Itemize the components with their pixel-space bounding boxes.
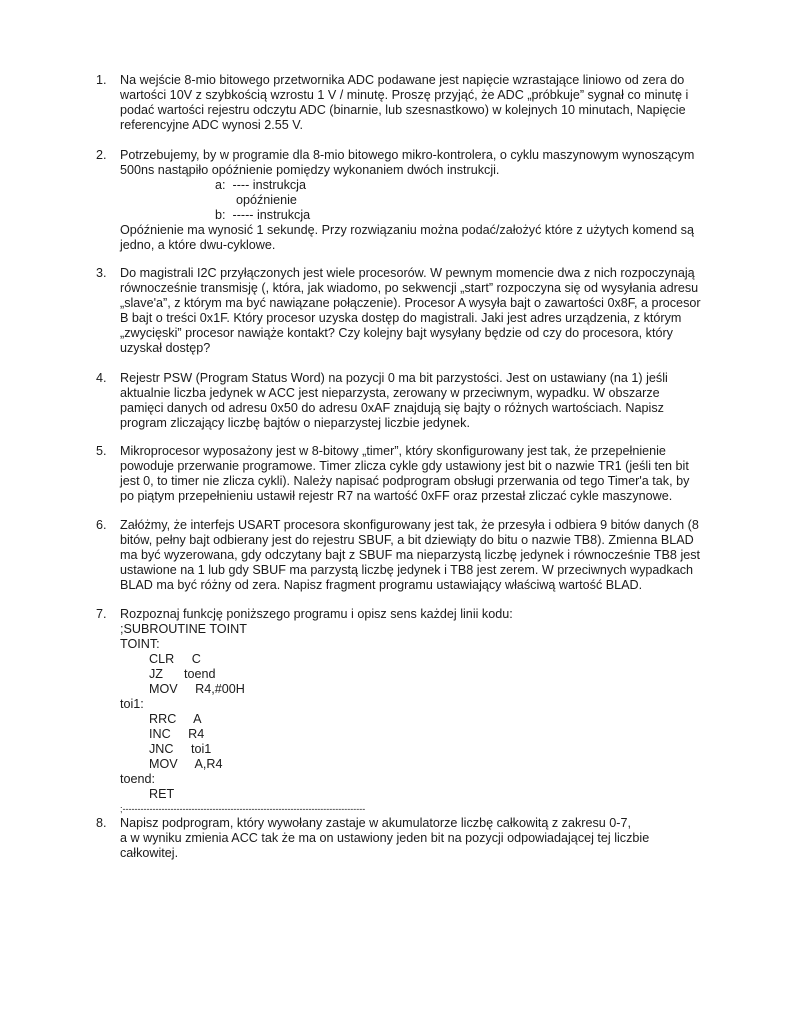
text-line: po piątym przepełnieniu ustawił rejestr R7 na wartość 0xFF oraz przestał zliczać cykle maszynowe.: [120, 489, 673, 503]
text-line: Rejestr PSW (Program Status Word) na pozycji 0 ma bit parzystości. Jest on ustawiany (na 1) jeśli: [120, 371, 668, 385]
text-line: równocześnie transmisję (, która, jak wiadomo, po sekwencji „start” rozpoczyna się od wysyłania adresu: [120, 281, 699, 295]
question-text: [120, 371, 720, 431]
code-line: JZ toend: [149, 667, 216, 681]
text-line: Do magistrali I2C przyłączonych jest wiele procesorów. W pewnym momencie dwa z nich rozpoczynają: [120, 266, 695, 280]
text-line: Napisz podprogram, który wywołany zastaje w akumulatorze liczbę całkowitą z zakresu 0-7,: [120, 816, 631, 830]
code-line: MOV A,R4: [149, 757, 223, 771]
text-line: podać wartości rejestru odczytu ADC (binarnie, lub szesnastkowo) w kolejnych 10 minutach, Napięcie: [120, 103, 686, 117]
code-label: toend:: [120, 772, 156, 786]
code-line: RET: [149, 787, 175, 801]
text-line: B bajt o treści 0x1F. Który procesor uzyska dostęp do magistrali. Jaki jest adres urządzenia, z którym: [120, 311, 682, 325]
code-line: opóźnienie: [215, 193, 297, 207]
text-line: ustawione na 1 lub gdy SBUF ma parzystą liczbę jedynek i TB8 jest zerem. W przeciwnych wypadkach: [120, 563, 694, 577]
text-line: całkowitej.: [120, 846, 179, 860]
text-line: bitów, pełny bajt odbierany jest do rejestru SBUF, a bit dziewiąty do bitu o nazwie TB8). Zmienna BLAD: [120, 533, 694, 547]
text-line: powoduje przerwanie programowe. Timer zlicza cykle gdy ustawiony jest bit o nazwie TR1 (jeśli ten bit: [120, 459, 689, 473]
text-line: „zwycięski” procesor nawiąże kontakt? Czy kolejny bajt wysyłany będzie od czy do procesora, który: [120, 326, 673, 340]
text-line: Opóźnienie ma wynosić 1 sekundę. Przy rozwiązaniu można podać/założyć które z użytych komend są: [120, 223, 694, 237]
code-line: RRC A: [149, 712, 202, 726]
question-number: 8.: [96, 816, 107, 830]
question-text: [120, 518, 720, 593]
question-number: 4.: [96, 371, 107, 385]
text-line: jedno, a które dwu-cyklowe.: [120, 238, 276, 252]
separator-line: ;---------------------------------------------------------------------------------: [120, 804, 366, 814]
code-line: JNC toi1: [149, 742, 212, 756]
question-number: 3.: [96, 266, 107, 280]
question-number: 5.: [96, 444, 107, 458]
question-text: [120, 607, 720, 817]
text-line: program zliczający liczbę bajtów o nieparzystej liczbie jedynek.: [120, 416, 470, 430]
text-line: wartości 10V z szybkością wzrostu 1 V / minutę. Proszę przyjąć, że ADC „próbkuje” sygnał co minutę i: [120, 88, 689, 102]
text-line: 500ns nastąpiło opóźnienie pomiędzy wykonaniem dwóch instrukcji.: [120, 163, 500, 177]
text-line: BLAD ma być różny od zera. Napisz fragment programu ustawiający właściwą wartość BLAD.: [120, 578, 643, 592]
question-text: [120, 816, 720, 861]
question-number: 2.: [96, 148, 107, 162]
text-line: referencyjne ADC wynosi 2.55 V.: [120, 118, 303, 132]
text-line: Potrzebujemy, by w programie dla 8-mio bitowego mikro-kontrolera, o cyklu maszynowym wynoszącym: [120, 148, 695, 162]
question-text: [120, 73, 720, 133]
text-line: jest 0, to timer nie zlicza cykli). Należy napisać podprogram obsługi przerwania od tego Timer'a tak, by: [120, 474, 690, 488]
text-line: Rozpoznaj funkcję poniższego programu i opisz sens każdej linii kodu:: [120, 607, 513, 621]
text-line: ma być wyzerowana, gdy odczytany bajt z SBUF ma nieparzystą liczbę jedynek i równocześnie TB8 jest: [120, 548, 701, 562]
code-line: INC R4: [149, 727, 205, 741]
text-line: aktualnie liczba jedynek w ACC jest nieparzysta, zerowany w przeciwnym, wypadku. W obszarze: [120, 386, 660, 400]
question-text: [120, 148, 720, 253]
code-line: b: ----- instrukcja: [215, 208, 311, 222]
code-label: toi1:: [120, 697, 144, 711]
question-text: [120, 266, 720, 356]
code-line: MOV R4,#00H: [149, 682, 245, 696]
text-line: uzyskał dostęp?: [120, 341, 211, 355]
text-line: Na wejście 8-mio bitowego przetwornika ADC podawane jest napięcie wzrastające liniowo od zera do: [120, 73, 685, 87]
question-number: 6.: [96, 518, 107, 532]
question-text: [120, 444, 720, 504]
code-label: TOINT:: [120, 637, 160, 651]
text-line: „slave'a”, z którym ma być nawiązane połączenie). Procesor A wysyła bajt o zawartości 0x8F, a procesor: [120, 296, 701, 310]
text-line: pamięci danych od adresu 0x50 do adresu 0xAF znajdują się bajty o różnych wartościach. Napisz: [120, 401, 664, 415]
text-line: a w wyniku zmienia ACC tak że ma on ustawiony jeden bit na pozycji odpowiadającej tej liczbie: [120, 831, 650, 845]
text-line: Mikroprocesor wyposażony jest w 8-bitowy „timer”, który skonfigurowany jest tak, że przepełnienie: [120, 444, 666, 458]
code-line: a: ---- instrukcja: [215, 178, 306, 192]
code-line: CLR C: [149, 652, 201, 666]
question-number: 1.: [96, 73, 107, 87]
question-number: 7.: [96, 607, 107, 621]
text-line: Załóżmy, że interfejs USART procesora skonfigurowany jest tak, że przesyła i odbiera 9 bitów danych (8: [120, 518, 699, 532]
code-comment: ;SUBROUTINE TOINT: [120, 622, 247, 636]
